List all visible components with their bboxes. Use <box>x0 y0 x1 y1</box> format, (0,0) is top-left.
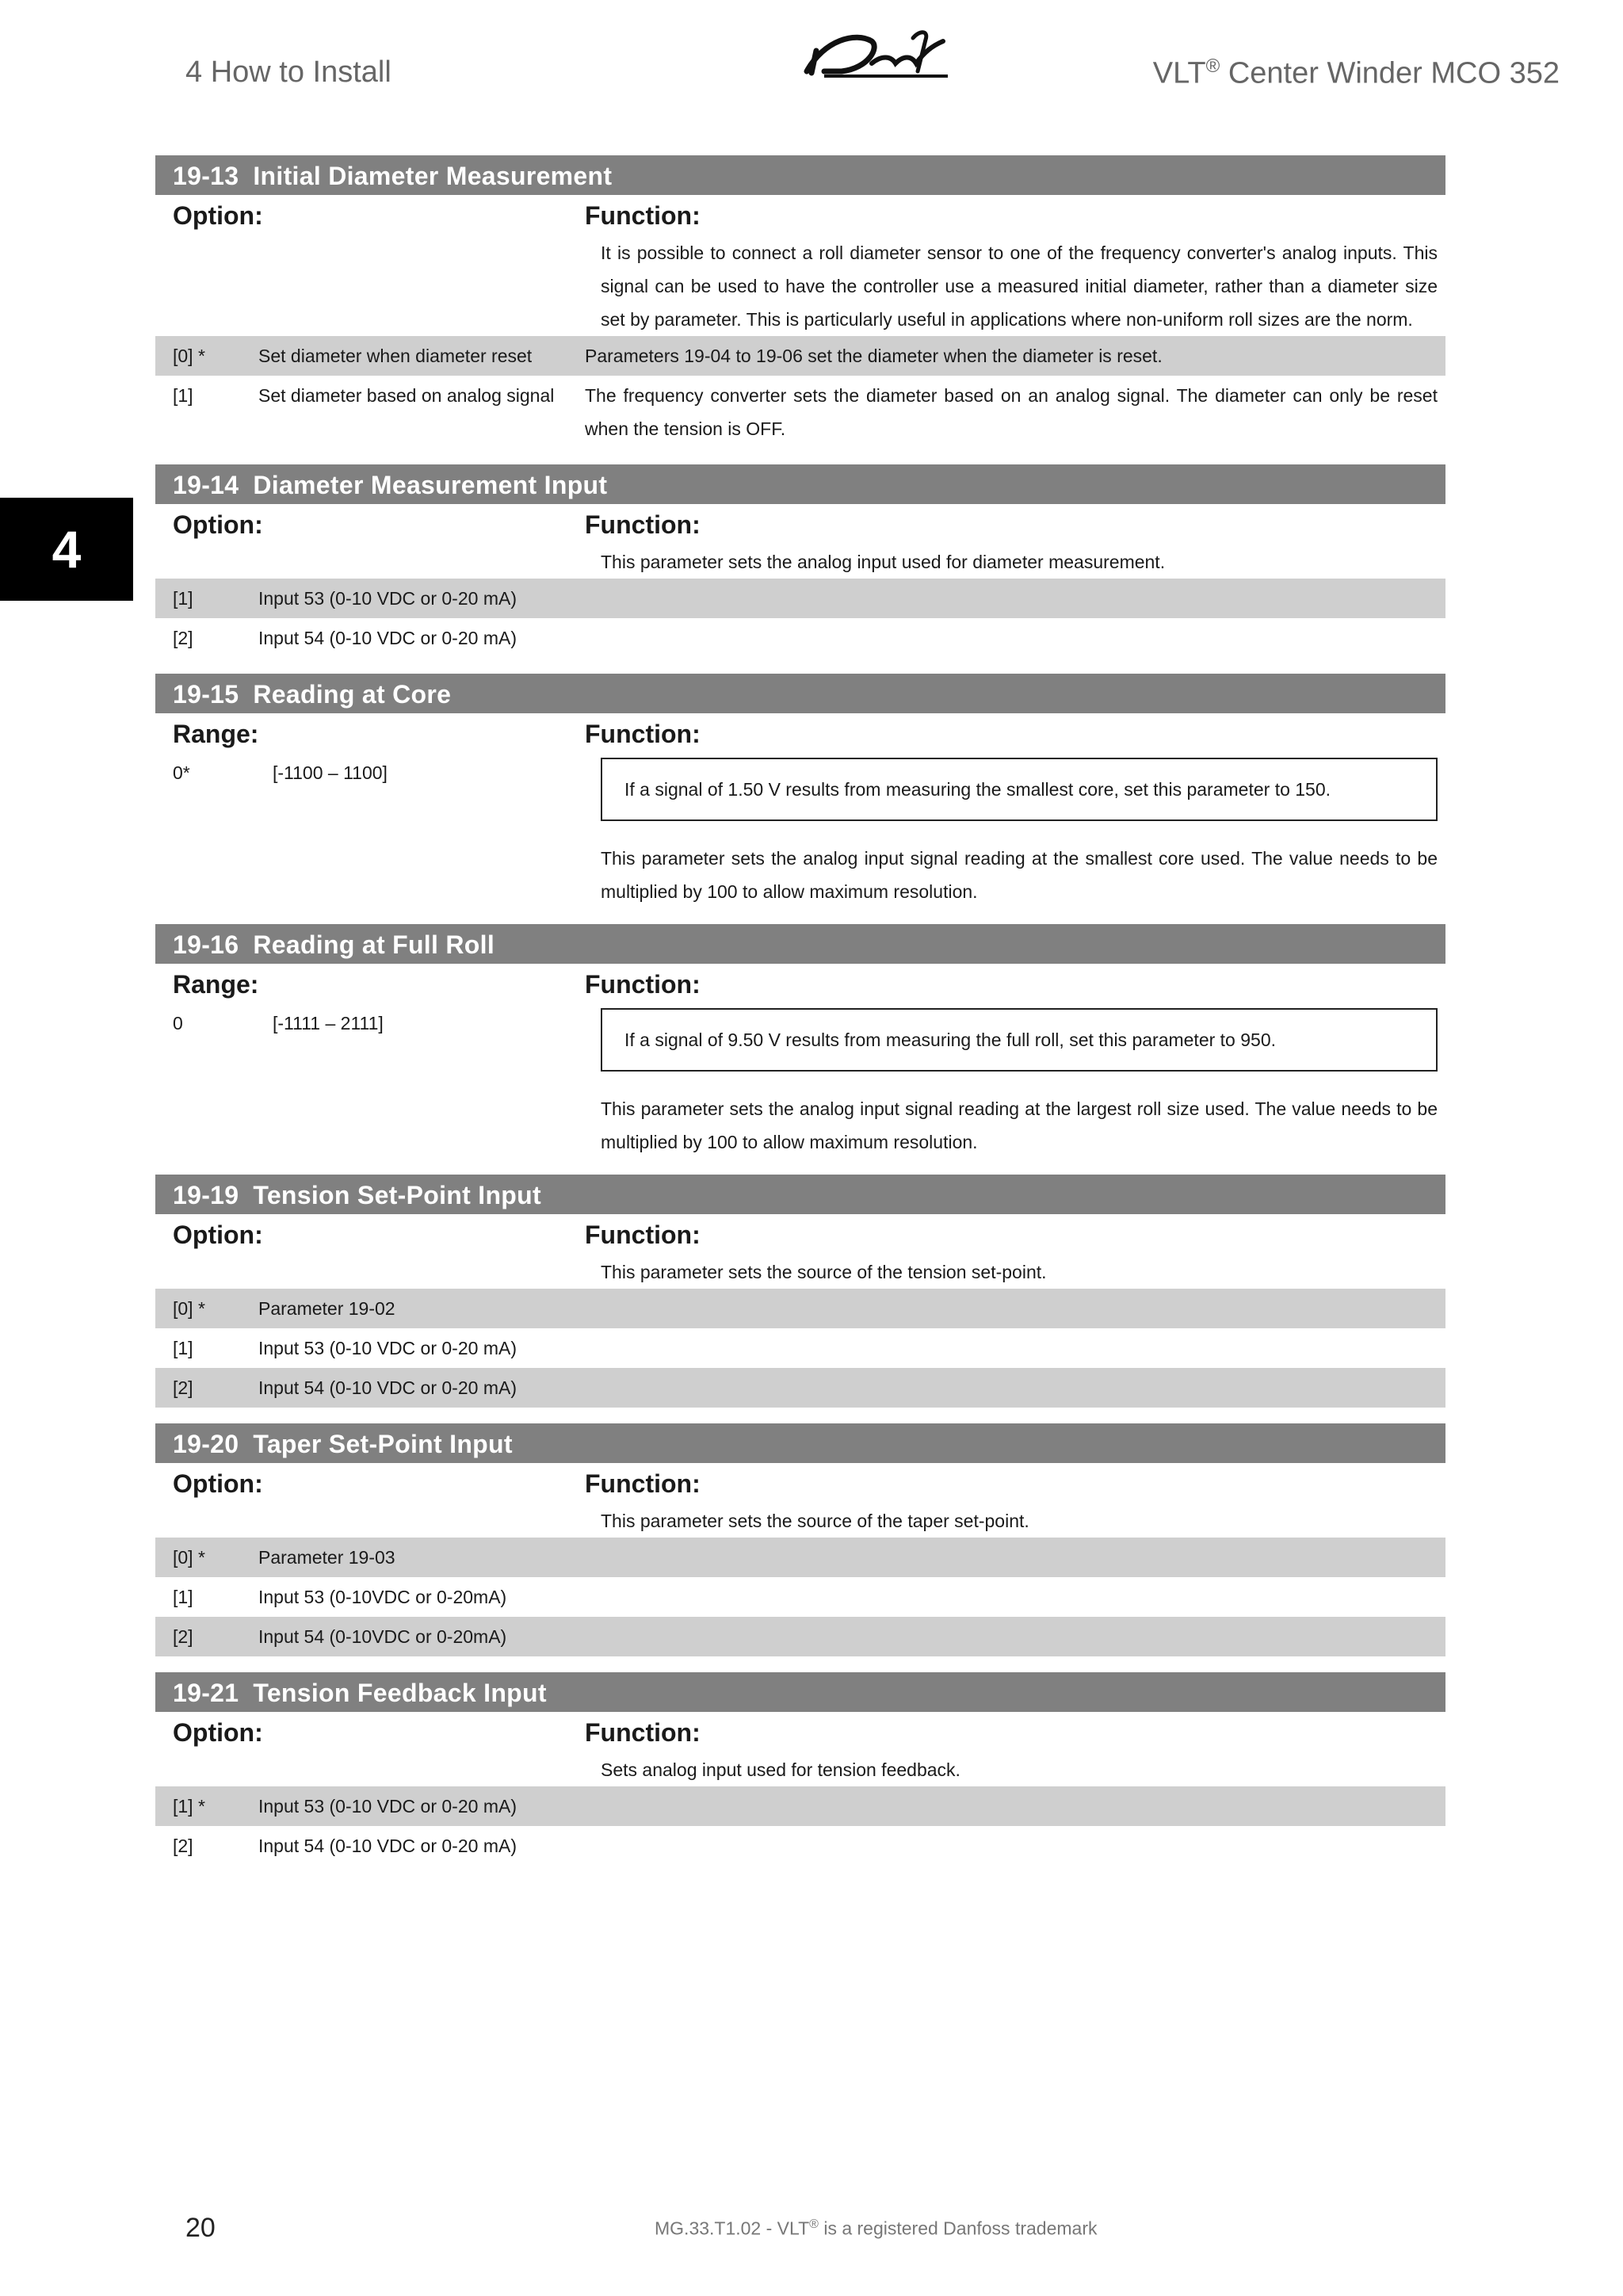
option-row: [1] Input 53 (0-10VDC or 0-20mA) <box>173 1587 507 1607</box>
option-row: [1] Input 53 (0-10 VDC or 0-20 mA) <box>173 1338 517 1358</box>
option-row: [1] Set diameter based on analog signal The frequency converter sets the diameter based on an analog signal. The diameter can only be reset when the tension is OFF. <box>173 385 1438 439</box>
option-row: [2] Input 54 (0-10VDC or 0-20mA) <box>155 1617 1445 1656</box>
param-description: Sets analog input used for tension feedback. <box>601 1759 960 1780</box>
param-title: 19-13 Initial Diameter Measurement <box>155 155 1445 195</box>
param-19-16 <box>155 924 1445 1159</box>
param-description: This parameter sets the analog input used for diameter measurement. <box>601 552 1166 572</box>
chapter-tab: 4 <box>0 498 133 601</box>
param-description: This parameter sets the analog input signal reading at the largest roll size used. The value needs to be multiplied by 100 to allow maximum resolution. <box>601 1098 1438 1152</box>
param-title: 19-16 Reading at Full Roll <box>155 924 1445 964</box>
footer-trademark-note: MG.33.T1.02 - VLT® is a registered Danfoss trademark <box>655 2218 1098 2239</box>
param-19-13 <box>155 155 1445 449</box>
param-19-21 <box>155 1672 1445 1866</box>
param-title: 19-19 Tension Set-Point Input <box>155 1175 1445 1214</box>
column-headers: Range: Function: <box>173 969 701 999</box>
option-row: [1] Input 53 (0-10 VDC or 0-20 mA) <box>155 579 1445 618</box>
param-title: 19-20 Taper Set-Point Input <box>155 1423 1445 1463</box>
param-title: 19-15 Reading at Core <box>155 674 1445 713</box>
column-headers: Option: Function: <box>173 510 701 539</box>
option-row: [0] * Set diameter when diameter reset Parameters 19-04 to 19-06 set the diameter when the diameter is reset. <box>155 336 1445 376</box>
range-values: 0 [-1111 – 2111] <box>173 1013 384 1033</box>
option-row: [2] Input 54 (0-10 VDC or 0-20 mA) <box>173 628 517 648</box>
option-row: [2] Input 54 (0-10 VDC or 0-20 mA) <box>173 1836 517 1856</box>
column-headers: Option: Function: <box>173 1469 701 1498</box>
param-19-14 <box>155 464 1445 658</box>
danfoss-logo <box>792 24 951 87</box>
param-description: This parameter sets the analog input signal reading at the smallest core used. The value needs to be multiplied by 100 to allow maximum resolution. <box>601 848 1438 902</box>
option-row: [0] * Parameter 19-03 <box>155 1538 1445 1577</box>
column-headers: Option: Function: <box>173 201 701 230</box>
param-title: 19-14 Diameter Measurement Input <box>155 464 1445 504</box>
example-box: If a signal of 9.50 V results from measuring the full roll, set this parameter to 950. <box>601 1008 1438 1072</box>
param-19-20 <box>155 1423 1445 1656</box>
example-box: If a signal of 1.50 V results from measuring the smallest core, set this parameter to 150. <box>601 758 1438 821</box>
option-row: [0] * Parameter 19-02 <box>155 1289 1445 1328</box>
column-headers: Range: Function: <box>173 719 701 748</box>
header-section-title: 4 How to Install <box>185 55 391 89</box>
param-description: This parameter sets the source of the taper set-point. <box>601 1511 1029 1531</box>
param-description: It is possible to connect a roll diameter sensor to one of the frequency converter's analog inputs. This signal can be used to have the controller use a measured initial diameter, rather than a diameter size set by parameter. This is particularly useful in applications where non-uniform roll sizes are the norm. <box>601 243 1438 330</box>
option-row: [1] * Input 53 (0-10 VDC or 0-20 mA) <box>155 1786 1445 1826</box>
range-values: 0* [-1100 – 1100] <box>173 762 388 783</box>
parameter-list <box>155 155 1445 1881</box>
page-number: 20 <box>185 2213 216 2243</box>
param-description: This parameter sets the source of the tension set-point. <box>601 1262 1047 1282</box>
param-19-15 <box>155 674 1445 908</box>
column-headers: Option: Function: <box>173 1717 701 1747</box>
param-title: 19-21 Tension Feedback Input <box>155 1672 1445 1712</box>
param-19-19 <box>155 1175 1445 1408</box>
column-headers: Option: Function: <box>173 1220 701 1249</box>
option-row: [2] Input 54 (0-10 VDC or 0-20 mA) <box>155 1368 1445 1408</box>
header-product-title: VLT® Center Winder MCO 352 <box>1152 55 1560 90</box>
